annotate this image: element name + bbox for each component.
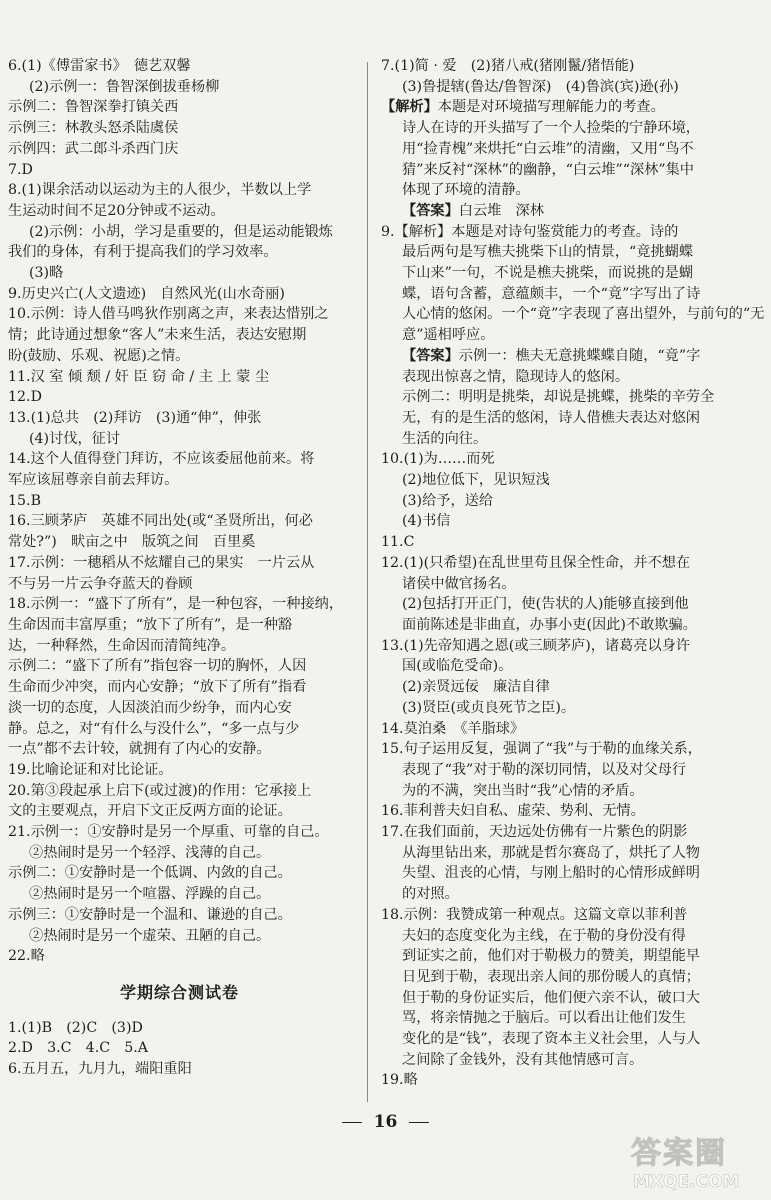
answer-line: [381, 387, 741, 408]
answer-line: [8, 470, 360, 491]
answer-line: [8, 325, 360, 346]
answer-text: 10.示例：诗人借马鸣狄作别离之声，来表达惜别之: [8, 306, 329, 323]
answer-text: 无，有的是生活的悠闲，诗人借樵夫表达对悠闲: [402, 409, 700, 426]
answer-text: 8.(1)课余活动以运动为主的人很少，半数以上学: [8, 182, 312, 199]
right-column: [381, 56, 765, 1091]
answer-line: [8, 263, 360, 284]
answer-text: 静。总之，对“有什么与没什么”，“多一点与少: [8, 720, 300, 737]
answer-line: [381, 656, 741, 677]
answer-line: [381, 242, 741, 263]
answer-line: [8, 822, 360, 843]
answer-line: [8, 574, 360, 595]
answer-text: 18.示例：我赞成第一种观点。这篇文章以菲利普: [381, 906, 688, 923]
answer-line: [381, 408, 741, 429]
answer-line: [8, 511, 360, 532]
answer-text: 猜”来反衬“深林”的幽静，“白云堆”“深林”集中: [402, 161, 694, 178]
answer-text: 诸侯中做官扬名。: [402, 575, 516, 592]
answer-text: 19.比喻论证和对比论证。: [8, 761, 173, 778]
answer-line: [8, 201, 360, 222]
answer-text: 16.菲利普夫妇自私、虚荣、势利、无情。: [381, 803, 645, 820]
answer-text: 下山来”一句，不说是樵夫挑柴，而说挑的是蝴: [402, 265, 694, 282]
answer-line: [381, 594, 741, 615]
answer-text: (2)地位低下，见识短浅: [402, 472, 550, 489]
right-answer-list: [381, 56, 765, 1091]
page-dash-left: [342, 1122, 362, 1123]
answer-line: [8, 781, 360, 802]
answer-line: [381, 1070, 741, 1091]
answer-line: [381, 843, 741, 864]
answer-line: [8, 926, 360, 947]
answer-text: 12.(1)(只希望)在乱世里苟且保全性命，并不想在: [381, 554, 691, 571]
answer-line: [381, 97, 741, 118]
section-title: 学期综合测试卷: [120, 982, 240, 1002]
answer-line: [8, 636, 360, 657]
answer-line: [8, 77, 360, 98]
answer-text: 蝶，语句含蓄，意蕴颇丰，一个“竟”字写出了诗: [402, 285, 701, 302]
answer-line: [8, 367, 360, 388]
answer-line: [8, 408, 360, 429]
answer-line: [8, 801, 360, 822]
answer-text: 人心情的悠闲。一个“竟”字表现了喜出望外，与前句的“无: [402, 306, 765, 323]
answer-line: [8, 491, 360, 512]
answer-line: [381, 222, 741, 243]
answer-line: [8, 118, 360, 139]
answer-line: [8, 760, 360, 781]
answer-text: 生命而少冲突，而内心安静；“放下了所有”指看: [8, 679, 307, 696]
answer-text: 示例二：鲁智深拳打镇关西: [8, 99, 179, 116]
answer-text: 示例二：明明是挑柴，却说是挑蝶，挑柴的辛劳全: [402, 389, 715, 406]
answer-line: [381, 926, 741, 947]
answer-text: 示例二：“盛下了所有”指包容一切的胸怀，人因: [8, 658, 307, 675]
answer-text: 示例三：林教头怒杀陆虞侯: [8, 120, 179, 137]
answer-text: 11.C: [381, 534, 415, 551]
answer-text: 17.示例：一穗稻从不炫耀自己的果实 一片云从: [8, 554, 315, 571]
answer-text: 失望、沮丧的心情，与刚上船时的心情形成鲜明: [402, 865, 700, 882]
answer-text: 14.这个人值得登门拜访，不应该委屈他前来。将: [8, 451, 315, 468]
answer-text: 最后两句是写樵夫挑柴下山的情景，“竟挑蝴蝶: [402, 244, 694, 261]
answer-line: [8, 284, 360, 305]
answer-text: (2)示例一：鲁智深倒拔垂杨柳: [29, 78, 220, 95]
answer-text: 2.D 3.C 4.C 5.A: [8, 1040, 149, 1057]
answer-line: [381, 449, 741, 470]
answer-line: [381, 781, 741, 802]
answer-text: 20.第③段起承上启下(或过渡)的作用：它承接上: [8, 782, 312, 799]
answer-text: 15.B: [8, 492, 41, 509]
answer-tag: 【答案】: [402, 202, 459, 219]
answer-line: [381, 636, 741, 657]
answer-line: [381, 139, 741, 160]
answer-line: [381, 367, 741, 388]
answer-line: [381, 284, 741, 305]
answer-line: [8, 160, 360, 181]
answer-text: 11.汉 室 倾 颓 / 奸 臣 窃 命 / 主 上 蒙 尘: [8, 368, 270, 385]
answer-line: [381, 677, 741, 698]
answer-text: 示例一：樵夫无意挑蝶蝶自随，“竟”字: [458, 347, 701, 364]
answer-text: 但于勒的身份证实后，他们便六亲不认，破口大: [402, 989, 700, 1006]
answer-text: 示例四：武二郎斗杀西门庆: [8, 140, 179, 157]
answer-line: [8, 677, 360, 698]
answer-line: [8, 884, 360, 905]
page-dash-right: [409, 1122, 429, 1123]
answer-text: 表现了“我”对于勒的深切同情，以及对父母行: [402, 761, 687, 778]
answer-line: [381, 470, 741, 491]
answer-line: [8, 1018, 360, 1039]
answer-line: [8, 843, 360, 864]
answer-text: 国(或临危受命)。: [402, 658, 513, 675]
answer-text: 表现出惊喜之情，隐现诗人的悠闲。: [402, 368, 630, 385]
answer-line: [381, 863, 741, 884]
answer-text: 10.(1)为……而死: [381, 451, 495, 468]
answer-text: 盼(鼓励、乐观、祝愿)之情。: [8, 347, 190, 364]
answer-line: [381, 553, 741, 574]
answer-line: [381, 801, 741, 822]
answer-text: 本题是对环境描写理解能力的考查。: [437, 99, 665, 116]
watermark-logo-text: 答案圈: [631, 1136, 727, 1171]
answer-text: 达，一种释然，生命因而清简纯净。: [8, 637, 236, 654]
answer-line: [381, 201, 741, 222]
answer-text: 6.(1)《傅雷家书》 德艺双馨: [8, 58, 191, 74]
answer-text: (2)亲贤远佞 廉洁自律: [402, 679, 550, 696]
answer-text: 意”遥相呼应。: [402, 327, 495, 344]
answer-text: (2)示例：小胡，学习是重要的，但是运动能锻炼: [29, 223, 333, 240]
answer-text: ②热闹时是另一个轻浮、浅薄的自己。: [29, 844, 271, 861]
answer-line: [8, 1059, 360, 1080]
answer-text: 生运动时间不足20分钟或不运动。: [8, 202, 225, 219]
answer-line: [381, 1008, 741, 1029]
answer-text: 面前陈述是非曲直，办事小吏(因此)不敢欺骗。: [402, 616, 697, 633]
answer-line: [8, 97, 360, 118]
answer-text: 文的主要观点，开启下文正反两方面的论证。: [8, 803, 292, 820]
answer-line: [381, 263, 741, 284]
answer-text: 为的不满，突出当时“我”心情的矛盾。: [402, 782, 644, 799]
answer-text: (4)讨伐，征讨: [29, 430, 121, 447]
answer-text: 到证实之前，他们对于勒极力的赞美，期望能早: [402, 948, 700, 965]
answer-text: 生活的向往。: [402, 430, 488, 447]
watermark-url: MXQE.COM: [633, 1172, 740, 1192]
answer-text: 19.略: [381, 1072, 418, 1089]
answer-line: [8, 222, 360, 243]
answer-line: [381, 615, 741, 636]
answer-line: [381, 429, 741, 450]
answer-line: [381, 346, 741, 367]
answer-text: 生命因而丰富厚重；“放下了所有”，是一种豁: [8, 616, 293, 633]
answer-text: 变化的是“钱”，表现了资本主义社会里，人与人: [402, 1031, 701, 1048]
answer-text: 常处?”) 畎亩之中 版筑之间 百里奚: [8, 534, 256, 551]
answer-line: [8, 698, 360, 719]
answer-line: [8, 594, 360, 615]
answer-text: 诗人在诗的开头描写了一个人捡柴的宁静环境，: [402, 120, 700, 137]
watermark-logo: [623, 1128, 763, 1198]
answer-text: (3)给予，送给: [402, 492, 494, 509]
answer-text: 22.略: [8, 948, 45, 965]
answer-text: (3)鲁提辖(鲁达/鲁智深) (4)鲁滨(宾)逊(孙): [402, 78, 679, 95]
answer-text: 不与另一片云争夺蓝天的眷顾: [8, 575, 193, 592]
answer-line: [8, 615, 360, 636]
answer-text: (3)略: [29, 265, 64, 282]
answer-text: 一点”都不去计较，就拥有了内心的安静。: [8, 741, 271, 758]
answer-line: [8, 656, 360, 677]
answer-text: 白云堆 深林: [458, 202, 544, 219]
answer-line: [8, 56, 360, 77]
answer-line: [381, 905, 741, 926]
answer-text: 13.(1)总共 (2)拜访 (3)通“伸”，伸张: [8, 409, 262, 426]
answer-line: [381, 180, 741, 201]
answer-line: [381, 1050, 741, 1071]
answer-line: [8, 180, 360, 201]
answer-text: 军应该屈尊亲自前去拜访。: [8, 472, 179, 489]
answer-line: [381, 77, 741, 98]
answer-line: [381, 511, 741, 532]
answer-text: 用“捡青槐”来烘托“白云堆”的清幽，又用“鸟不: [402, 140, 694, 157]
answer-line: [381, 574, 741, 595]
answer-text: (4)书信: [402, 513, 451, 530]
answer-text: 21.示例一：①安静时是另一个厚重、可靠的自己。: [8, 824, 329, 841]
answer-text: 之间除了金钱外，没有其他情感可言。: [402, 1051, 644, 1068]
answer-text: 6.五月五，九月九，端阳重阳: [8, 1061, 192, 1078]
answer-text: (3)贤臣(或贞良死节之臣)。: [402, 699, 576, 716]
left-answer-list: [8, 56, 360, 967]
answer-line: [381, 698, 741, 719]
left-column: [8, 56, 360, 1080]
answer-line: [8, 553, 360, 574]
answer-line: [8, 387, 360, 408]
answer-text: (2)包括打开正门，使(告状的人)能够直接到他: [402, 596, 689, 613]
answer-line: [8, 429, 360, 450]
answer-text: 夫妇的态度变化为主线，在于勒的身份没有得: [402, 927, 686, 944]
answer-line: [8, 946, 360, 967]
answer-text: 情；此诗通过想象“客人”未来生活，表达安慰期: [8, 327, 307, 344]
answer-line: [8, 532, 360, 553]
answer-text: 13.(1)先帝知遇之恩(或三顾茅庐)，诸葛亮以身许: [381, 637, 691, 654]
answer-text: ②热闹时是另一个喧嚣、浮躁的自己。: [29, 886, 271, 903]
answer-text: 淡一切的态度，人因淡泊而少纷争，而内心安: [8, 699, 292, 716]
answer-text: 7.(1)简 · 爱 (2)猪八戒(猪刚鬣/猪悟能): [381, 58, 635, 74]
answer-text: 日见到于勒，表现出亲人间的那份暖人的真情；: [402, 968, 700, 985]
answer-text: ②热闹时是另一个虚荣、丑陋的自己。: [29, 927, 271, 944]
answer-line: [8, 905, 360, 926]
answer-line: [8, 304, 360, 325]
answer-text: 1.(1)B (2)C (3)D: [8, 1019, 143, 1036]
answer-line: [8, 139, 360, 160]
answer-line: [8, 739, 360, 760]
answer-line: [381, 1029, 741, 1050]
answer-tag: 【答案】: [402, 347, 459, 364]
answer-line: [381, 760, 741, 781]
answer-line: [8, 1038, 360, 1059]
answer-line: [381, 946, 741, 967]
answer-line: [381, 719, 741, 740]
answer-text: 9.历史兴亡(人文遗迹) 自然风光(山水奇丽): [8, 285, 285, 302]
answer-text: 示例二：①安静时是一个低调、内敛的自己。: [8, 865, 292, 882]
answer-line: [381, 884, 741, 905]
answer-text: 15.句子运用反复，强调了“我”与于勒的血缘关系，: [381, 741, 702, 758]
answer-line: [8, 346, 360, 367]
answer-line: [381, 491, 741, 512]
answer-text: 7.D: [8, 161, 33, 178]
answer-text: 骂，将亲情抛之于脑后。可以看出让他们发生: [402, 1010, 686, 1027]
answer-line: [381, 160, 741, 181]
answer-text: 体现了环境的清静。: [402, 182, 530, 199]
answer-line: [8, 719, 360, 740]
answer-line: [381, 325, 741, 346]
answer-text: 示例三：①安静时是一个温和、谦逊的自己。: [8, 906, 292, 923]
answer-tag: 【解析】: [381, 99, 438, 116]
answer-text: 9.【解析】本题是对诗句鉴赏能力的考查。诗的: [381, 223, 679, 240]
section-answer-list: [8, 1018, 360, 1080]
answer-line: [381, 822, 741, 843]
answer-text: 14.莫泊桑 《羊脂球》: [381, 720, 525, 737]
answer-line: [381, 967, 741, 988]
answer-line: [8, 863, 360, 884]
answer-text: 16.三顾茅庐 英雄不同出处(或“圣贤所出，何必: [8, 513, 313, 530]
answer-line: [381, 988, 741, 1009]
answer-text: 从海里钻出来，那就是哲尔赛岛了，烘托了人物: [402, 844, 700, 861]
answer-line: [381, 304, 765, 325]
answer-line: [381, 739, 741, 760]
answer-text: 的对照。: [402, 886, 459, 903]
answer-line: [381, 56, 741, 77]
answer-text: 18.示例一：“盛下了所有”，是一种包容，一种接纳，: [8, 596, 344, 613]
page-number-text: 16: [373, 1112, 398, 1132]
answer-line: [381, 118, 741, 139]
answer-text: 17.在我们面前，天边远处仿佛有一片紫色的阴影: [381, 824, 688, 841]
answer-text: 我们的身体，有利于提高我们的学习效率。: [8, 244, 278, 261]
answer-line: [381, 532, 741, 553]
answer-text: 12.D: [8, 389, 42, 406]
column-divider: [367, 62, 368, 1102]
answer-line: [8, 449, 360, 470]
answer-line: [8, 242, 360, 263]
